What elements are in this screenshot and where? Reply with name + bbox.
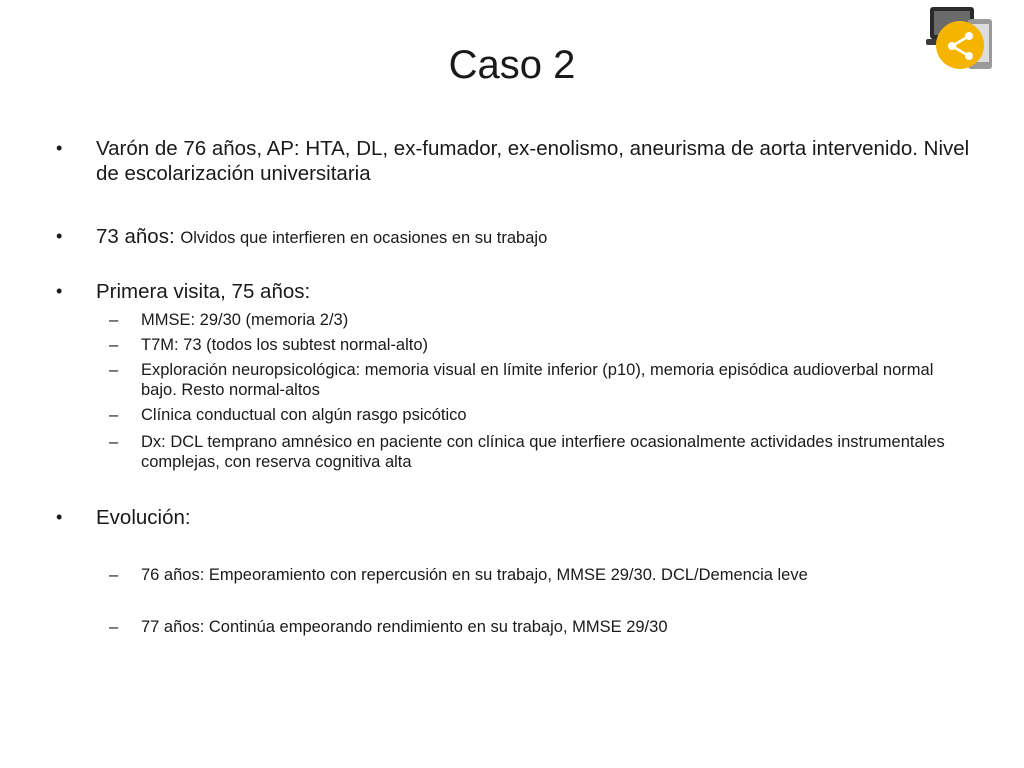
bullet-item	[56, 505, 976, 530]
bullet-item	[56, 224, 976, 251]
bullet-marker: •	[56, 507, 63, 527]
sub-bullet-item	[109, 310, 971, 330]
bullet-text-small: Olvidos que interfieren en ocasiones en su trabajo	[180, 229, 548, 247]
share-network-icon[interactable]	[924, 5, 996, 77]
dash-marker: –	[109, 566, 119, 584]
sub-bullet-text: T7M: 73 (todos los subtest normal-alto)	[141, 336, 429, 354]
sub-bullet-text: Clínica conductual con algún rasgo psicótico	[141, 406, 467, 424]
bullet-marker: •	[56, 226, 63, 246]
bullet-text: Primera visita, 75 años:	[96, 280, 311, 303]
sub-bullet-item	[109, 432, 971, 472]
dash-marker: –	[109, 406, 119, 424]
dash-marker: –	[109, 618, 119, 636]
bullet-marker: •	[56, 138, 63, 158]
bullet-item	[56, 136, 976, 186]
bullet-text: 73 años:	[96, 225, 175, 248]
sub-bullet-item	[109, 335, 971, 355]
slide-title: Caso 2	[448, 43, 576, 87]
sub-bullet-item	[109, 405, 971, 425]
sub-bullet-text: 76 años: Empeoramiento con repercusión en su trabajo, MMSE 29/30. DCL/Demencia leve	[141, 566, 808, 584]
dash-marker: –	[109, 336, 119, 354]
sub-bullet-item	[109, 617, 971, 637]
sub-bullet-text: Dx: DCL temprano amnésico en paciente con clínica que interfiere ocasionalmente actividades instrumentales complejas, con reserva cognitiva alta	[141, 433, 945, 471]
bullet-text: Evolución:	[96, 506, 191, 529]
sub-bullet-text: Exploración neuropsicológica: memoria visual en límite inferior (p10), memoria episódica audioverbal normal bajo. Resto normal-altos	[141, 361, 934, 399]
bullet-marker: •	[56, 281, 63, 301]
dash-marker: –	[109, 311, 119, 329]
dash-marker: –	[109, 433, 119, 451]
bullet-item	[56, 279, 976, 304]
sub-bullet-item	[109, 360, 971, 400]
dash-marker: –	[109, 361, 119, 379]
sub-bullet-text: 77 años: Continúa empeorando rendimiento en su trabajo, MMSE 29/30	[141, 618, 668, 636]
bullet-text: Varón de 76 años, AP: HTA, DL, ex-fumador, ex-enolismo, aneurisma de aorta intervenido. Nivel de escolarización universitaria	[96, 137, 970, 185]
sub-bullet-item	[109, 565, 971, 585]
sub-bullet-text: MMSE: 29/30 (memoria 2/3)	[141, 311, 349, 329]
